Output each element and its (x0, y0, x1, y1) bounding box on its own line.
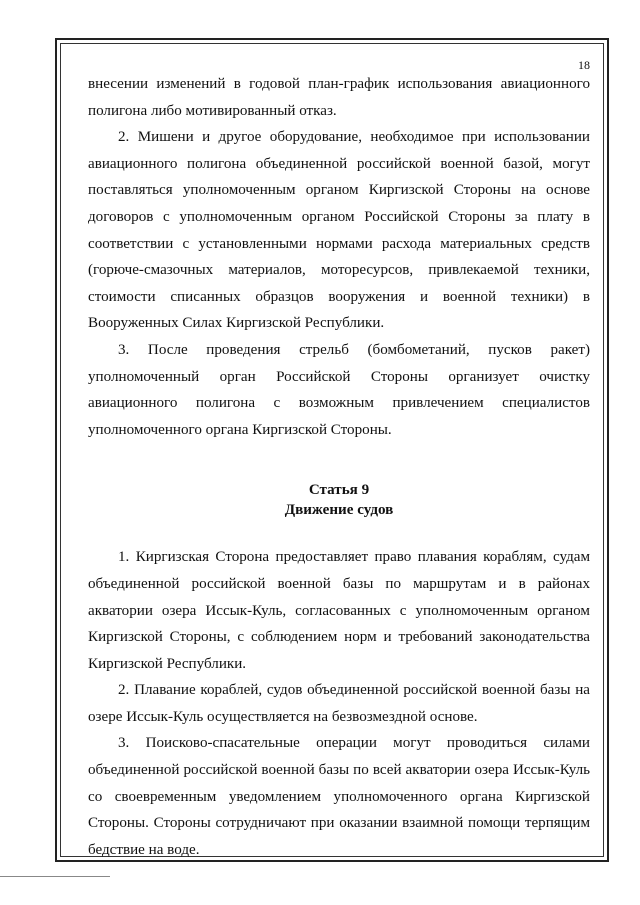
paragraph-continuation: внесении изменений в годовой план-график использования авиационного полигона либо мотивированный отказ. (88, 76, 590, 119)
paragraph-free-navigation: 2. Плавание кораблей, судов объединенной российской военной базы на озере Иссык-Куль осуществляется на безвозмездной основе. (88, 682, 590, 725)
paragraph-search-rescue: 3. Поисково-спасательные операции могут проводиться силами объединенной российской военной базы по всей акватории озера Иссык-Куль со своевременным уведомлением уполномоченного органа Киргизской Стороны. Стороны сотрудничают при оказании взаимной помощи терпящим бедствие на воде. (88, 735, 590, 858)
document-body (88, 71, 590, 863)
article-title: Движение судов (284, 502, 394, 519)
paragraph-range-cleanup: 3. После проведения стрельб (бомбометаний, пусков ракет) уполномоченный орган Российской Стороны организует очистку авиационного полигона с возможным привлечением специалистов уполномоченного органа Киргизской Стороны. (88, 341, 590, 438)
paragraph-navigation-right: 1. Киргизская Сторона предоставляет право плавания кораблям, судам объединенной российской военной базы по маршрутам и в районах акватории озера Иссык-Куль, согласованных с уполномоченным органом Киргизской Стороны, с соблюдением норм и требований законодательства Киргизской Республики. (88, 549, 590, 672)
page-number: 18 (578, 58, 590, 72)
article-number: Статья 9 (308, 482, 370, 499)
paragraph-targets-equipment: 2. Мишени и другое оборудование, необходимое при использовании авиационного полигона объединенной российской военной базой, могут поставляться уполномоченным органом Киргизской Стороны на основе договоров с уполномоченным органом Российской Стороны за плату в соответствии с установленными нормами расхода материальных средств (горюче-смазочных материалов, моторесурсов, привлекаемой техники, стоимости списанных образцов вооружения и военной техники) в Вооруженных Силах Киргизской Республики. (88, 129, 590, 332)
footer-rule (0, 876, 110, 877)
article-heading (88, 480, 590, 520)
